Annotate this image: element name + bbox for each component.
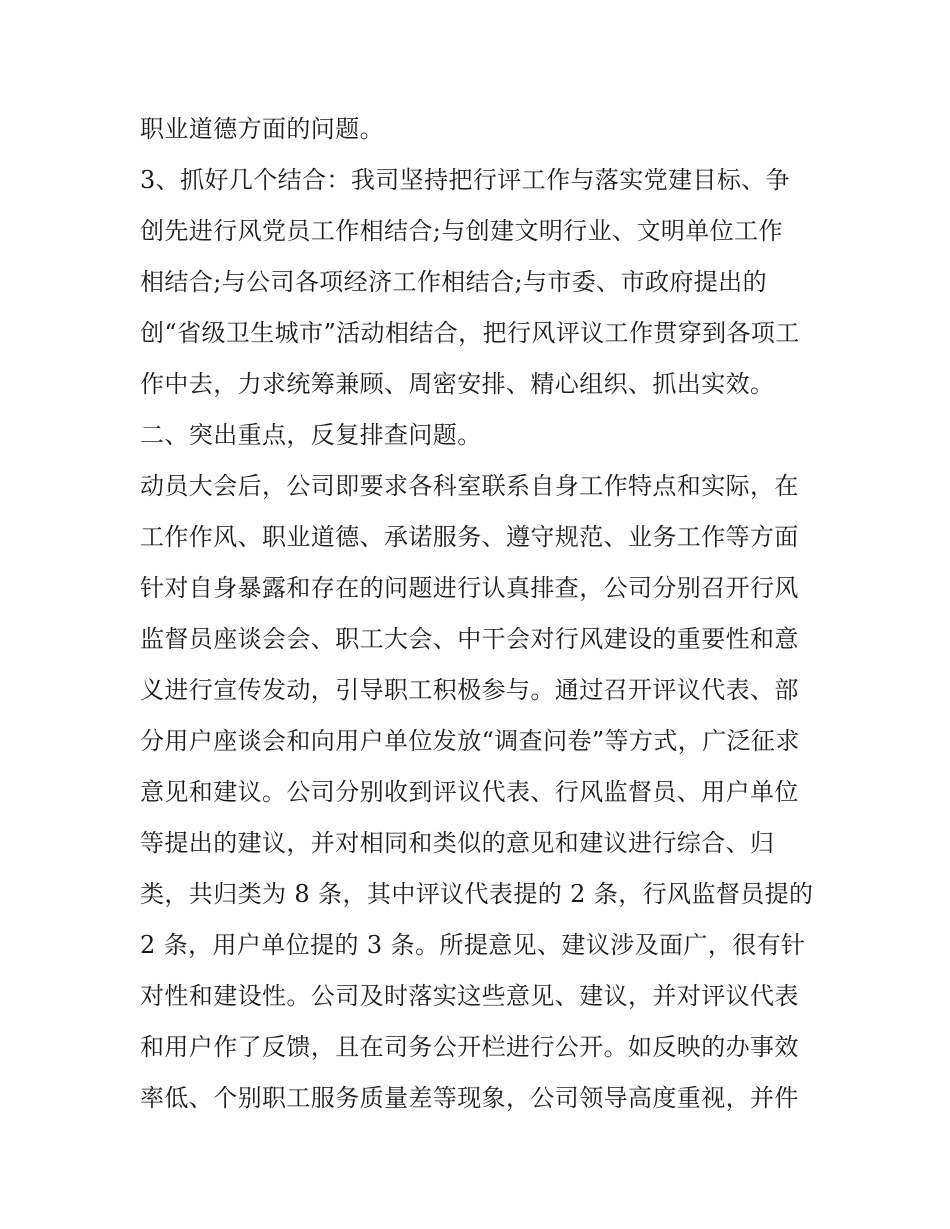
text-line: 分用户座谈会和向用户单位发放“调查问卷”等方式，广泛征求 — [140, 727, 800, 755]
text-line: 动员大会后，公司即要求各科室联系自身工作特点和实际，在 — [140, 472, 799, 500]
text-line: 率低、个别职工服务质量差等现象，公司领导高度重视，并件 — [140, 1084, 799, 1112]
text-line: 相结合;与公司各项经济工作相结合;与市委、市政府提出的 — [140, 268, 767, 296]
text-line: 创“省级卫生城市”活动相结合，把行风评议工作贯穿到各项工 — [140, 319, 800, 347]
text-line: 意见和建议。公司分别收到评议代表、行风监督员、用户单位 — [140, 778, 799, 806]
text-line: 对性和建设性。公司及时落实这些意见、建议，并对评议代表 — [140, 982, 799, 1010]
text-line: 创先进行风党员工作相结合;与创建文明行业、文明单位工作 — [140, 217, 783, 245]
text-line: 类，共归类为 8 条，其中评议代表提的 2 条，行风监督员提的 — [140, 880, 814, 908]
body-text — [140, 104, 820, 1124]
text-line: 等提出的建议，并对相同和类似的意见和建议进行综合、归 — [140, 829, 775, 857]
text-line: 工作作风、职业道德、承诺服务、遵守规范、业务工作等方面 — [140, 523, 799, 551]
text-line: 监督员座谈会会、职工大会、中干会对行风建设的重要性和意 — [140, 625, 799, 653]
text-line: 义进行宣传发动，引导职工积极参与。通过召开评议代表、部 — [140, 676, 799, 704]
text-line: 和用户作了反馈，且在司务公开栏进行公开。如反映的办事效 — [140, 1033, 799, 1061]
text-line: 2 条，用户单位提的 3 条。所提意见、建议涉及面广，很有针 — [140, 931, 806, 959]
text-line: 职业道德方面的问题。 — [140, 115, 384, 143]
section-heading: 二、突出重点，反复排查问题。 — [140, 421, 482, 449]
text-line: 作中去，力求统筹兼顾、周密安排、精心组织、抓出实效。 — [140, 370, 775, 398]
text-line: 3、抓好几个结合：我司坚持把行评工作与落实党建目标、争 — [140, 166, 791, 194]
text-line: 针对自身暴露和存在的问题进行认真排查，公司分别召开行风 — [140, 574, 799, 602]
